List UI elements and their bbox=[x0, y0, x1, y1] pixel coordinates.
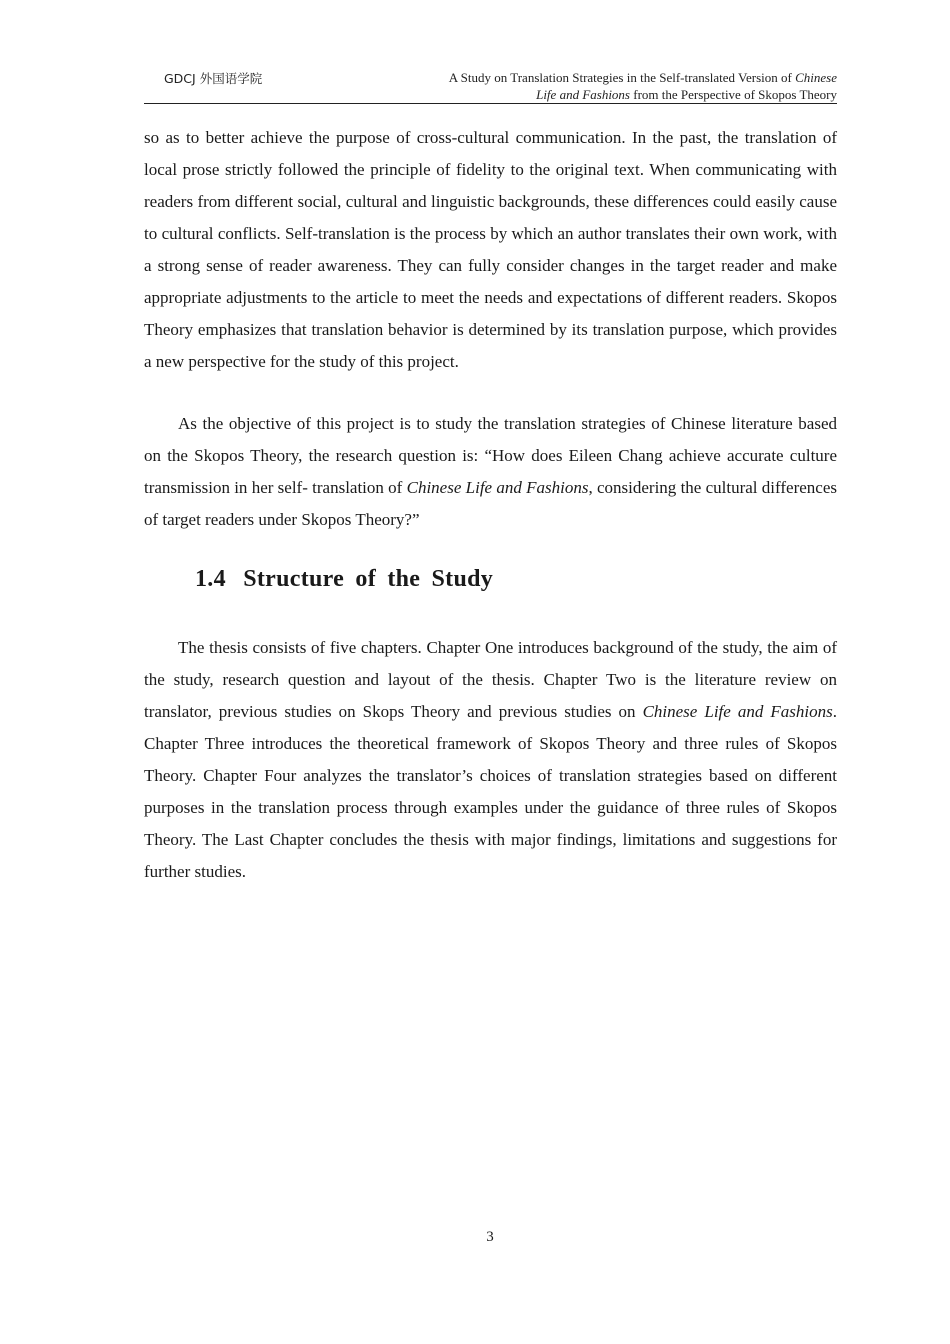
paragraph-research-question-text-a: As the objective of this project is to study the translation strategies of Chinese literature based on the Skopos Theory, the research question is: “How does Eileen Chang achieve accurate culture transmission in her self- translation of bbox=[144, 414, 837, 497]
section-title: Structure of the Study bbox=[243, 566, 494, 592]
section-heading bbox=[195, 566, 493, 593]
header-institution: GDCJ 外国语学院 bbox=[164, 71, 263, 86]
header-title-line2: from the Perspective of Skopos Theory bbox=[633, 87, 837, 102]
paragraph-structure bbox=[144, 632, 837, 888]
paragraph-continuation: so as to better achieve the purpose of cross-cultural communication. In the past, the translation of local prose strictly followed the principle of fidelity to the original text. When communicating with readers from different social, cultural and linguistic backgrounds, these differences could easily cause to cultural conflicts. Self-translation is the process by which an author translates their own work, with a strong sense of reader awareness. They can fully consider changes in the target reader and make appropriate adjustments to the article to meet the needs and expectations of different readers. Skopos Theory emphasizes that translation behavior is determined by its translation purpose, which provides a new perspective for the study of this project. bbox=[144, 128, 837, 371]
header-title bbox=[449, 69, 837, 103]
header-title-italic2: Life and Fashions bbox=[536, 87, 630, 102]
paragraph-research-question-text-b: , considering the cultural differences of target readers under Skopos Theory?” bbox=[144, 478, 837, 529]
paragraph-structure-book-title: Chinese Life and Fashions bbox=[642, 702, 833, 721]
running-header bbox=[144, 66, 837, 104]
paragraph-research-question bbox=[144, 408, 837, 536]
paragraph-structure-text-a: The thesis consists of five chapters. Chapter One introduces background of the study, the aim of the study, research question and layout of the thesis. Chapter Two is the literature review on translator, previous studies on Skops Theory and previous studies on bbox=[144, 638, 837, 721]
header-title-line1: A Study on Translation Strategies in the Self-translated Version of bbox=[448, 70, 792, 85]
section-number: 1.4 bbox=[195, 566, 226, 592]
paragraph-research-question-book-title: Chinese Life and Fashions bbox=[406, 478, 589, 497]
paragraph-structure-text-b: . Chapter Three introduces the theoretical framework of Skopos Theory and three rules of Skopos Theory. Chapter Four analyzes the translator’s choices of translation strategies based on different purposes in the translation process through examples under the guidance of three rules of Skopos Theory. The Last Chapter concludes the thesis with major findings, limitations and suggestions for further studies. bbox=[144, 702, 837, 881]
page-number: 3 bbox=[486, 1229, 494, 1245]
header-title-italic1: Chinese bbox=[795, 70, 837, 85]
